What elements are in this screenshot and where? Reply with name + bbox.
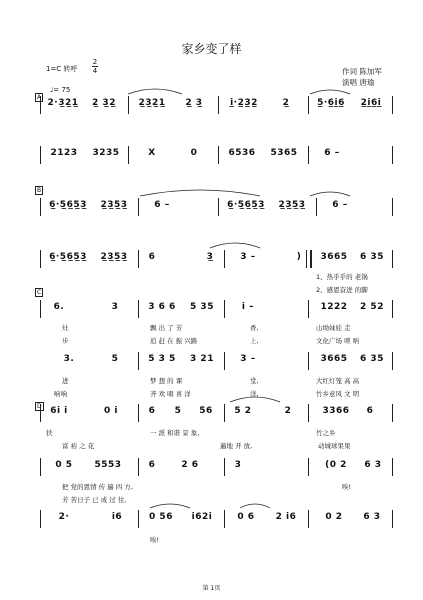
- measure: 6 3: [363, 512, 381, 522]
- measure: 0 6: [237, 512, 255, 522]
- rehearsal-mark-d: D: [37, 403, 42, 410]
- rehearsal-mark-c: C: [37, 289, 42, 296]
- lyric: 文化广场 唢 呐: [316, 337, 360, 345]
- measure: 2 6: [181, 460, 199, 470]
- slur: [140, 190, 260, 196]
- measure: 2̲: [282, 98, 290, 108]
- lyric: 洋,: [250, 390, 259, 398]
- measure: 3 –: [240, 354, 256, 364]
- measure: 2̲i̲6̲i̲: [360, 98, 382, 108]
- measure: 0 56: [149, 512, 173, 522]
- lyric: 灶: [62, 324, 69, 332]
- lyricist: 作词 陈加军: [342, 67, 382, 76]
- slur: [150, 504, 190, 508]
- meter-bottom: 4: [92, 67, 98, 75]
- singer: 演唱 唐瑜: [342, 78, 375, 87]
- lyric: 动城球果果: [318, 442, 351, 450]
- measure: 0: [190, 148, 198, 158]
- measure: 5365: [270, 148, 298, 158]
- measure: 6: [148, 252, 156, 262]
- lyric: 扶: [46, 429, 53, 437]
- measure: 5 3 5: [148, 354, 176, 364]
- measure: 6.: [53, 302, 65, 312]
- lyric: 飘 出 了 芳: [150, 324, 183, 332]
- measure: 0 i: [104, 406, 118, 416]
- measure: 3235: [92, 148, 120, 158]
- lyric: 富 裕 之 花: [62, 442, 95, 450]
- measure: 6i i: [50, 406, 68, 416]
- measure: 2̲3̲5̲3̲: [278, 200, 306, 210]
- measure: 6̲·5̲6̲5̲3̲: [49, 252, 87, 262]
- measure: 2̲3̲2̲1̲: [138, 98, 166, 108]
- measure: 2: [284, 406, 292, 416]
- measure: 6 35: [360, 354, 384, 364]
- lyric: 香,: [250, 324, 259, 332]
- lyric: 步: [62, 337, 69, 345]
- measure: 6 –: [154, 200, 170, 210]
- lyric: 大红灯笼 高 高: [316, 377, 360, 385]
- lyric: 唉!: [342, 483, 352, 491]
- slur: [210, 243, 260, 248]
- measure: (0 2: [325, 460, 347, 470]
- slur: [230, 397, 280, 402]
- measure: 2̲3̲5̲3̲: [100, 252, 128, 262]
- song-title: 家乡变了样: [181, 42, 242, 56]
- measure: 6 –: [332, 200, 348, 210]
- measure: 6 3: [364, 460, 382, 470]
- measure: 3.: [63, 354, 75, 364]
- measure: X: [148, 148, 156, 158]
- measure: 3: [234, 460, 242, 470]
- measure: 6: [148, 460, 156, 470]
- lyric: 齐 欢 唱 喜 洋: [150, 390, 191, 398]
- slur: [240, 504, 270, 508]
- measure: 3 21: [190, 354, 214, 364]
- measure: 2 52: [360, 302, 384, 312]
- lyric: 进: [62, 377, 69, 385]
- rehearsal-mark-a: A: [37, 94, 42, 101]
- measure: 6: [366, 406, 374, 416]
- measure: 3665: [320, 354, 348, 364]
- lyric-verse-2: 2、感恩奋进 的脚: [316, 286, 368, 294]
- lyric: 把 党的恩情 传 遍 四 方,: [62, 483, 133, 491]
- page-number: 第 1页: [202, 585, 221, 592]
- measure: 2 i6: [275, 512, 297, 522]
- measure: 6̲·5̲6̲5̲3̲: [227, 200, 265, 210]
- lyric: 响响: [54, 390, 67, 398]
- tempo-marking: ♩= 75: [50, 86, 71, 94]
- measure: 2̲3̲5̲3̲: [100, 200, 128, 210]
- measure: i6: [111, 512, 123, 522]
- slur: [128, 89, 182, 94]
- measure: i62i: [191, 512, 213, 522]
- measure: 2123: [50, 148, 78, 158]
- measure: 1222: [320, 302, 348, 312]
- measure: 6: [148, 406, 156, 416]
- lyric: 芳 苦日子 已 成 过 往,: [62, 496, 127, 504]
- measure: 3 –: [240, 252, 256, 262]
- slur: [310, 192, 350, 196]
- measure: 2̲ 3̲2̲: [92, 98, 116, 108]
- measure: 5 2: [234, 406, 252, 416]
- meter-top: 2: [92, 58, 98, 66]
- measure: 5: [111, 354, 119, 364]
- measure: ): [296, 252, 302, 262]
- measure: 0 2: [325, 512, 343, 522]
- measure: 2·3̲2̲1̲: [47, 98, 79, 108]
- measure: 3 6 6: [148, 302, 176, 312]
- key-signature: 1=C 转呼: [46, 65, 78, 73]
- measure: 5553: [94, 460, 122, 470]
- lyric: 上,: [250, 337, 259, 345]
- lyric: 唉!: [150, 536, 160, 544]
- measure: 6̲·5̲6̲5̲3̲: [49, 200, 87, 210]
- measure: i̲·2̲3̲2̲: [230, 98, 258, 108]
- lyric: 竹之乡: [316, 429, 336, 437]
- lyric: 一 派 和谐 景 象,: [150, 429, 200, 437]
- measure: 56: [199, 406, 213, 416]
- rehearsal-mark-b: B: [37, 187, 42, 194]
- measure: 6 35: [360, 252, 384, 262]
- lyric: 遍地 开 放,: [220, 442, 253, 450]
- lyric: 山坳妹娃 走: [316, 324, 351, 332]
- measure: 5̲·6̲i̲6̲: [317, 98, 345, 108]
- measure: 5: [174, 406, 182, 416]
- measure: 3: [111, 302, 119, 312]
- measure: 0 5: [55, 460, 73, 470]
- measure: 2·: [58, 512, 70, 522]
- measure: 3̲: [206, 252, 214, 262]
- measure: 6536: [228, 148, 256, 158]
- measure: 6 –: [324, 148, 340, 158]
- measure: 5 35: [190, 302, 214, 312]
- lyric-verse-1: 1、热乎乎的 老锅: [316, 273, 368, 281]
- measure: 3366: [322, 406, 350, 416]
- lyric: 梦 想 的 课: [150, 377, 183, 385]
- measure: i –: [241, 302, 255, 312]
- measure: 3665: [320, 252, 348, 262]
- lyric: 堂,: [250, 377, 259, 385]
- lyric: 竹乡意风 文 明: [316, 390, 360, 398]
- slur: [310, 90, 350, 94]
- lyric: 追 赶 在 振 兴路: [150, 337, 198, 345]
- measure: 2̲ 3̲: [185, 98, 203, 108]
